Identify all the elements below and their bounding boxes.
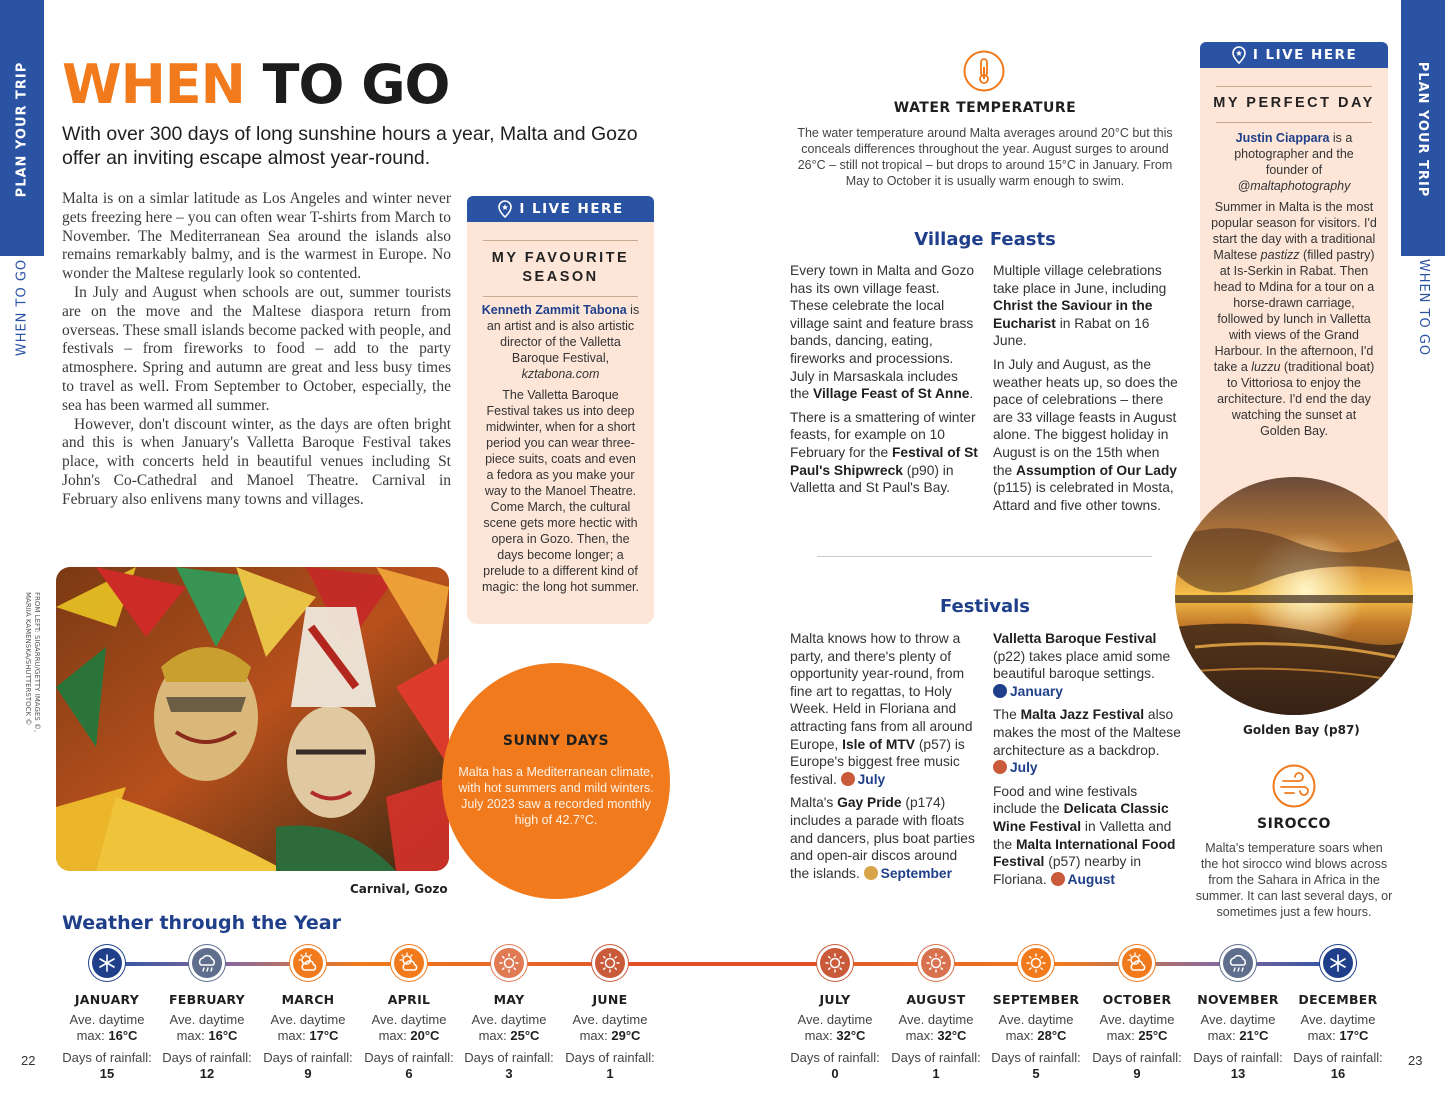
month-rainfall: Days of rainfall: 9 (263, 1050, 353, 1081)
page-title-rest: TO GO (262, 53, 450, 116)
month-name: OCTOBER (1102, 992, 1172, 1007)
card-title (467, 249, 654, 287)
sirocco-title: SIROCCO (1257, 816, 1331, 832)
card-quote: Summer in Malta is the most popular season for visitors. I'd start the day with a traditional Maltese pastizz (filled pastry) at Is-Serkin in Rabat. Then head to Mdina for a tour on a horse-drawn carriage, followed by lunch in Valletta with views of the Grand Harbour. In the afternoon, I'd take a luzzu (traditional boat) to Vittoriosa to enjoy the architecture. I'd end the day watching the sunset at Golden Bay. (1211, 200, 1377, 438)
contributor-bio: is a photographer and the founder of (1234, 131, 1354, 177)
month-temperature: Ave. daytime max: 25°C (471, 1012, 547, 1043)
delicata-wine-festival: Delicata Classic Wine Festival (993, 801, 1169, 834)
card-title-line: SEASON (522, 269, 599, 285)
month-tag: September (880, 865, 952, 881)
christ-the-saviour: Christ the Saviour in the Eucharist (993, 298, 1153, 331)
sun-cloud-icon (293, 948, 323, 978)
perfect-day-card (1200, 42, 1388, 542)
sunny-days-text: Malta has a Mediterranean climate, with hot summers and mild winters. July 2023 saw a recorded monthly high of 42.7°C. (458, 765, 654, 827)
body-paragraph: Malta is on a simlar latitude as Los Angeles and winter never gets freezing here – you can often wear T-shirts from March to November. The Mediterranean Sea around the islands also remains remarkably balmy, and is the warmest in Europe. No wonder the Maltese regularly look so contented. (62, 190, 451, 283)
card-divider (483, 296, 638, 297)
golden-bay-photo (1175, 477, 1413, 715)
location-pin-icon (497, 200, 513, 218)
page-title-accent: WHEN (62, 53, 245, 116)
sun-icon (841, 772, 855, 786)
month-temperature: Ave. daytime max: 17°C (270, 1012, 346, 1043)
carnival-caption: Carnival, Gozo (350, 882, 448, 896)
i-live-here-badge (467, 196, 654, 222)
card-title-line: MY FAVOURITE (491, 250, 630, 266)
month-rainfall: Days of rainfall: 12 (162, 1050, 252, 1081)
sunny-days-title: SUNNY DAYS (502, 733, 610, 749)
malta-jazz-festival: Malta Jazz Festival (1020, 707, 1145, 723)
village-feasts-col-2: Multiple village celebrations take place in June, including Christ the Saviour in the Eucharist in Rabat on 16 June. In July and August, as the weather heats up, so does the pace of celebrations – there are 33 village feasts in August alone. The biggest holiday in August is on the 15th when the Assumption of Our Lady (p115) is celebrated in Mosta, Attard and five other towns. (993, 263, 1178, 513)
golden-bay-caption: Golden Bay (p87) (1243, 723, 1360, 737)
month-rainfall: Days of rainfall: 9 (1092, 1050, 1182, 1081)
contributor-bio: is an artist and is also artistic director of the Valletta Baroque Festival, (486, 303, 640, 365)
month-tag: August (1067, 871, 1116, 887)
month-temperature: Ave. daytime max: 32°C (797, 1012, 873, 1043)
favourite-season-card (467, 196, 654, 624)
month-rainfall: Days of rainfall: 1 (891, 1050, 981, 1081)
water-temperature-title: WATER TEMPERATURE (893, 100, 1077, 116)
month-tag: January (1010, 683, 1063, 699)
month-temperature: Ave. daytime max: 25°C (1099, 1012, 1175, 1043)
snowflake-icon (993, 684, 1007, 698)
month-name: JUNE (592, 992, 628, 1007)
contributor-name: Justin Ciappara (1235, 131, 1330, 145)
village-feasts-col-1: Every town in Malta and Gozo has its own village feast. These celebrate the local village saint and feature brass bands, dancing, eating, fireworks and processions. July in Marsaskala includes the Village Feast of St Anne. There is a smattering of winter feasts, for example on 10 February for the Festival of St Paul's Shipwreck (p90) in Valletta and St Paul's Bay. (790, 263, 978, 496)
month-september (986, 948, 1086, 1082)
card-title: MY PERFECT DAY (1213, 95, 1375, 111)
month-november (1188, 948, 1288, 1082)
left-spine-section: WHEN TO GO (14, 258, 30, 357)
card-quote: The Valletta Baroque Festival takes us into deep midwinter, when for a short period you can wear three-piece suits, coats and even a fedora as you make your way to the Manoel Theatre. Come March, the cultural scene gets more hectic with opera in Gozo. Then, the days become longer; a prelude to a different kind of magic: the long hot summer. (481, 388, 640, 594)
month-january (57, 948, 157, 1082)
page-number-left: 22 (21, 1053, 36, 1068)
month-name: MAY (493, 992, 525, 1007)
month-july (785, 948, 885, 1082)
month-temperature: Ave. daytime max: 17°C (1300, 1012, 1376, 1043)
month-name: JANUARY (74, 992, 140, 1007)
photo-credit-line: FROM LEFT: SIGARRU/GETTY IMAGES ©, (33, 592, 41, 733)
i-live-here-label: I LIVE HERE (519, 201, 624, 217)
month-october (1087, 948, 1187, 1082)
month-name: AUGUST (906, 992, 966, 1007)
card-bio (1222, 130, 1366, 194)
sun-cloud-icon (394, 948, 424, 978)
month-april (359, 948, 459, 1082)
page-number-right: 23 (1408, 1053, 1423, 1068)
month-rainfall: Days of rainfall: 16 (1293, 1050, 1383, 1081)
photo-credit (23, 592, 41, 742)
contributor-handle: @maltaphotography (1237, 179, 1351, 193)
thermometer-icon (963, 50, 1005, 92)
body-paragraph: In July and August when schools are out, summer tourists are on the move and the Maltese diaspora return from overseas. These small islands become packed with people, and festivals – from fireworks to food – add to the party atmosphere. Spring and autumn are great and less busy times to travel as well. From September to October, especially, the sea has been warmed all summer. (62, 283, 451, 414)
contributor-website: kztabona.com (521, 367, 600, 381)
i-live-here-label: I LIVE HERE (1252, 47, 1358, 63)
sun-icon (1021, 948, 1051, 978)
month-temperature: Ave. daytime max: 28°C (998, 1012, 1074, 1043)
month-rainfall: Days of rainfall: 5 (991, 1050, 1081, 1081)
rain-cloud-icon (1223, 948, 1253, 978)
sun-cloud-icon (1122, 948, 1152, 978)
body-text (62, 190, 451, 510)
carnival-image (56, 567, 449, 871)
sunset-image (1175, 477, 1413, 715)
month-tag: July (857, 771, 886, 787)
month-december (1288, 948, 1388, 1082)
location-pin-icon (1231, 46, 1247, 64)
right-spine-label: PLAN YOUR TRIP (1415, 61, 1431, 198)
st-pauls-shipwreck: Festival of St Paul's Shipwreck (790, 444, 978, 478)
body-paragraph: However, don't discount winter, as the days are often bright and this is when January's Valletta Baroque Festival takes place, with concerts held in beautiful venues including St John's Co-Cathedral and Manoel Theatre. Carnival in February also enlivens many towns and villages. (62, 415, 451, 508)
month-name: FEBRUARY (168, 992, 246, 1007)
month-name: SEPTEMBER (992, 992, 1080, 1007)
gay-pride: Gay Pride (837, 795, 902, 811)
rain-cloud-icon (192, 948, 222, 978)
contributor-name: Kenneth Zammit Tabona (481, 303, 627, 317)
sun-icon (1051, 872, 1065, 886)
month-name: MARCH (281, 992, 335, 1007)
card-divider (1216, 86, 1372, 87)
sun-icon (921, 948, 951, 978)
month-temperature: Ave. daytime max: 20°C (371, 1012, 447, 1043)
village-feast-st-anne: Village Feast of St Anne (813, 386, 970, 402)
water-temperature-text: The water temperature around Malta averages around 20°C but this conceals differences throughout the year. August surges to around 26°C – still not tropical – but drops to around 15°C in January. From May to October it is usually warm enough to swim. (797, 126, 1173, 188)
section-divider (817, 556, 1152, 557)
month-march (258, 948, 358, 1082)
malta-food-festival: Malta International Food Festival (993, 836, 1176, 870)
right-spine-section: WHEN TO GO (1415, 258, 1431, 357)
isle-of-mtv: Isle of MTV (842, 736, 915, 752)
assumption-of-our-lady: Assumption of Our Lady (1016, 462, 1177, 478)
sun-icon (864, 866, 878, 880)
sun-icon (494, 948, 524, 978)
month-name: DECEMBER (1298, 992, 1378, 1007)
sun-icon (820, 948, 850, 978)
card-divider (483, 240, 638, 241)
month-rainfall: Days of rainfall: 13 (1193, 1050, 1283, 1081)
month-temperature: Ave. daytime max: 16°C (69, 1012, 145, 1043)
month-name: JULY (819, 992, 851, 1007)
sun-icon (595, 948, 625, 978)
month-name: APRIL (387, 992, 431, 1007)
month-february (157, 948, 257, 1082)
month-june (560, 948, 660, 1082)
festivals-col-2: Valletta Baroque Festival (p22) takes place amid some beautiful baroque settings. January The Malta Jazz Festival also makes the most of the Maltese architecture as a backdrop. July Food and wine festivals include the Delicata Classic Wine Festival in Valletta and the Malta International Food Festival (p57) nearby in Floriana. August (993, 631, 1181, 887)
month-rainfall: Days of rainfall: 6 (364, 1050, 454, 1081)
month-temperature: Ave. daytime max: 21°C (1200, 1012, 1276, 1043)
month-rainfall: Days of rainfall: 1 (565, 1050, 655, 1081)
intro-text: With over 300 days of long sunshine hours a year, Malta and Gozo offer an inviting escape almost year-round. (62, 123, 638, 169)
valletta-baroque-festival: Valletta Baroque Festival (993, 631, 1157, 646)
month-temperature: Ave. daytime max: 29°C (572, 1012, 648, 1043)
month-tag: July (1010, 760, 1038, 776)
month-rainfall: Days of rainfall: 3 (464, 1050, 554, 1081)
card-bio (479, 302, 642, 382)
month-august (886, 948, 986, 1082)
weather-title: Weather through the Year (62, 912, 341, 934)
carnival-photo (56, 567, 449, 871)
month-may (459, 948, 559, 1082)
page-title (62, 53, 450, 116)
i-live-here-badge (1200, 42, 1388, 68)
left-spine-label: PLAN YOUR TRIP (14, 61, 30, 198)
festivals-heading: Festivals (939, 596, 1031, 617)
snowflake-icon (1323, 948, 1353, 978)
card-divider (1216, 122, 1372, 123)
month-temperature: Ave. daytime max: 32°C (898, 1012, 974, 1043)
sun-icon (993, 760, 1007, 774)
month-rainfall: Days of rainfall: 15 (62, 1050, 152, 1081)
photo-credit-line: MARIIA KAMENSKA/SHUTTERSTOCK © (24, 592, 32, 726)
sirocco-text: Malta's temperature soars when the hot sirocco wind blows across from the Sahara in Africa in the summer. It can last several days, or sometimes just a few hours. (1195, 841, 1393, 919)
festivals-col-1: Malta knows how to throw a party, and there's plenty of opportunity year-round, from fine art to regattas, to Holy Week. Held in Floriana and attracting fans from all around Europe, Isle of MTV (p57) is Europe's biggest free music festival. July Malta's Gay Pride (p174) includes a parade with floats and dancers, plus boat parties and open-air discos around the islands. September (790, 631, 975, 881)
month-rainfall: Days of rainfall: 0 (790, 1050, 880, 1081)
month-temperature: Ave. daytime max: 16°C (169, 1012, 245, 1043)
month-name: NOVEMBER (1197, 992, 1279, 1007)
wind-icon (1272, 764, 1316, 808)
sunny-days-circle (442, 663, 670, 899)
snowflake-icon (92, 948, 122, 978)
village-feasts-heading: Village Feasts (914, 229, 1056, 250)
